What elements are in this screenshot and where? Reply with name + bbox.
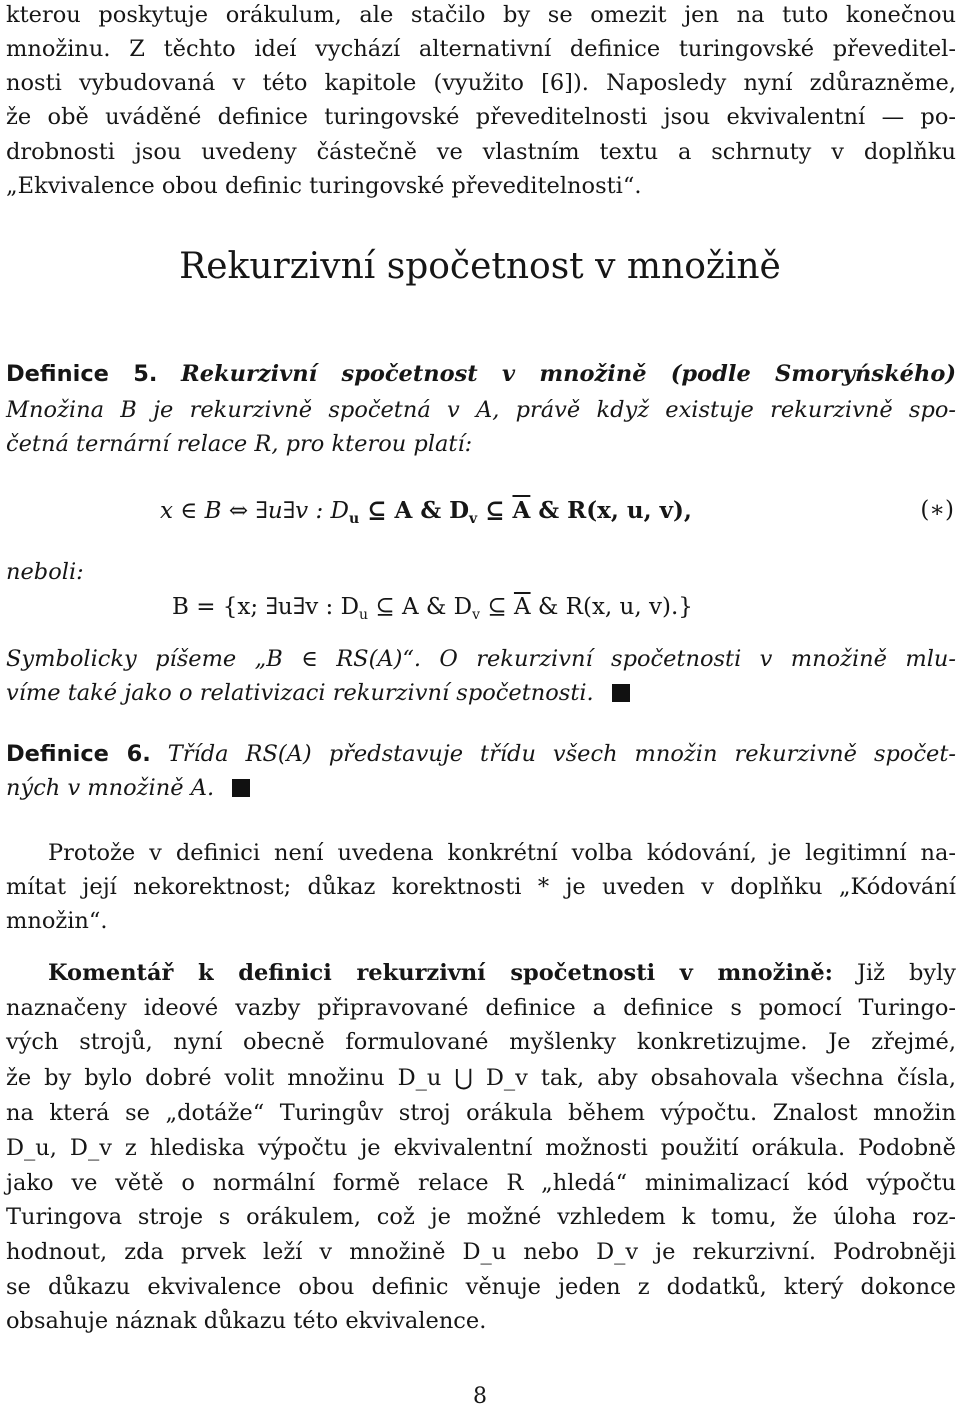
section-title: Rekurzivní spočetnost v množině [179,246,781,287]
comment-line-9: hodnout, zda prvek leží v množině D_u nebo D_v je rekurzivní. Podrobněji [6,1239,956,1265]
formula-1: x ∈ B ⇔ ∃u∃v : $D_u$ ⊆ A & $D_v$ ⊆ $\overline{A}$ & R(x, u, v), [160,497,692,527]
definition-6-label: Definice 6. [6,741,151,767]
intro-line-6: „Ekvivalence obou definic turingovské převeditelnosti“. [6,173,642,199]
comment-line-6: D_u, D_v z hlediska výpočtu je ekvivalentní možnosti použití orákula. Podobně [6,1135,956,1161]
definition-5-title: Rekurzivní spočetnost v množině (podle Smoryńského) [181,361,956,387]
comment-line-8: Turingova stroje s orákulem, což je možné vzhledem k tomu, že úloha roz- [6,1204,956,1230]
formula-tag: (∗) [920,497,954,523]
comment-line-11: obsahuje náznak důkazu této ekvivalence. [6,1308,487,1334]
paragraph-proto-line-1: Protože v definici není uvedena konkrétní volba kódování, je legitimní na- [48,840,956,866]
comment-line-1: Komentář k definici rekurzivní spočetnosti v množině: Již byly [48,960,956,986]
definition-5-line-2: četná ternární relace R, pro kterou platí: [6,431,473,457]
comment-label: Komentář k definici rekurzivní spočetnosti v množině: [48,960,833,986]
symbolic-line-1: Symbolicky píšeme „B ∈ RS(A)“. O rekurzivní spočetnosti v množině mlu- [6,646,956,672]
comment-line-3: vých strojů, nyní obecně formulované myšlenky konkretizujme. Je zřejmé, [6,1029,956,1055]
symbolic-line-2: víme také jako o relativizaci rekurzivní spočetnosti. [6,678,956,708]
qed-square-icon [612,684,630,702]
definition-6-line-2: ných v množině A. [6,773,956,803]
paragraph-proto-line-2: mítat její nekorektnost; důkaz korektnosti * je uveden v doplňku „Kódování [6,874,956,900]
formula-2: B = {x; ∃u∃v : $D_u$ ⊆ A & $D_v$ ⊆ $\overline{A}$ & R(x, u, v).} [172,594,693,623]
comment-line-7: jako ve větě o normální formě relace R „hledá“ minimalizací kód výpočtu [6,1170,956,1196]
intro-line-4: že obě uváděné definice turingovské převeditelnosti jsou ekvivalentní — po- [6,104,956,130]
intro-line-2: množinu. Z těchto ideí vychází alternativní definice turingovské převeditel- [6,36,956,62]
definition-5-header [6,359,956,389]
definition-5-line-1: Množina B je rekurzivně spočetná v A, právě když existuje rekurzivně spo- [6,397,956,423]
intro-line-1: kterou poskytuje orákulum, ale stačilo by se omezit jen na tuto konečnou [6,2,956,28]
definition-5-label: Definice 5. [6,361,158,387]
definition-6-line-1: Definice 6. Třída RS(A) představuje třídu všech množin rekurzivně spočet- [6,741,956,767]
intro-line-3: nosti vybudovaná v této kapitole (využito [6]). Naposledy nyní zdůrazněme, [6,70,956,96]
page-number: 8 [473,1384,487,1409]
comment-line-10: se důkazu ekvivalence obou definic věnuje jeden z dodatků, který dokonce [6,1274,956,1300]
paragraph-proto-line-3: množin“. [6,908,108,934]
intro-line-5: drobnosti jsou uvedeny částečně ve vlastním textu a schrnuty v doplňku [6,139,956,165]
neboli-label: neboli: [6,559,84,585]
qed-square-icon [232,779,250,797]
comment-line-5: na která se „dotáže“ Turingův stroj orákula během výpočtu. Znalost množin [6,1100,956,1126]
comment-line-4: že by bylo dobré volit množinu D_u ⋃ D_v tak, aby obsahovala všechna čísla, [6,1065,956,1091]
comment-line-2: naznačeny ideové vazby připravované definice a definice s pomocí Turingo- [6,995,956,1021]
